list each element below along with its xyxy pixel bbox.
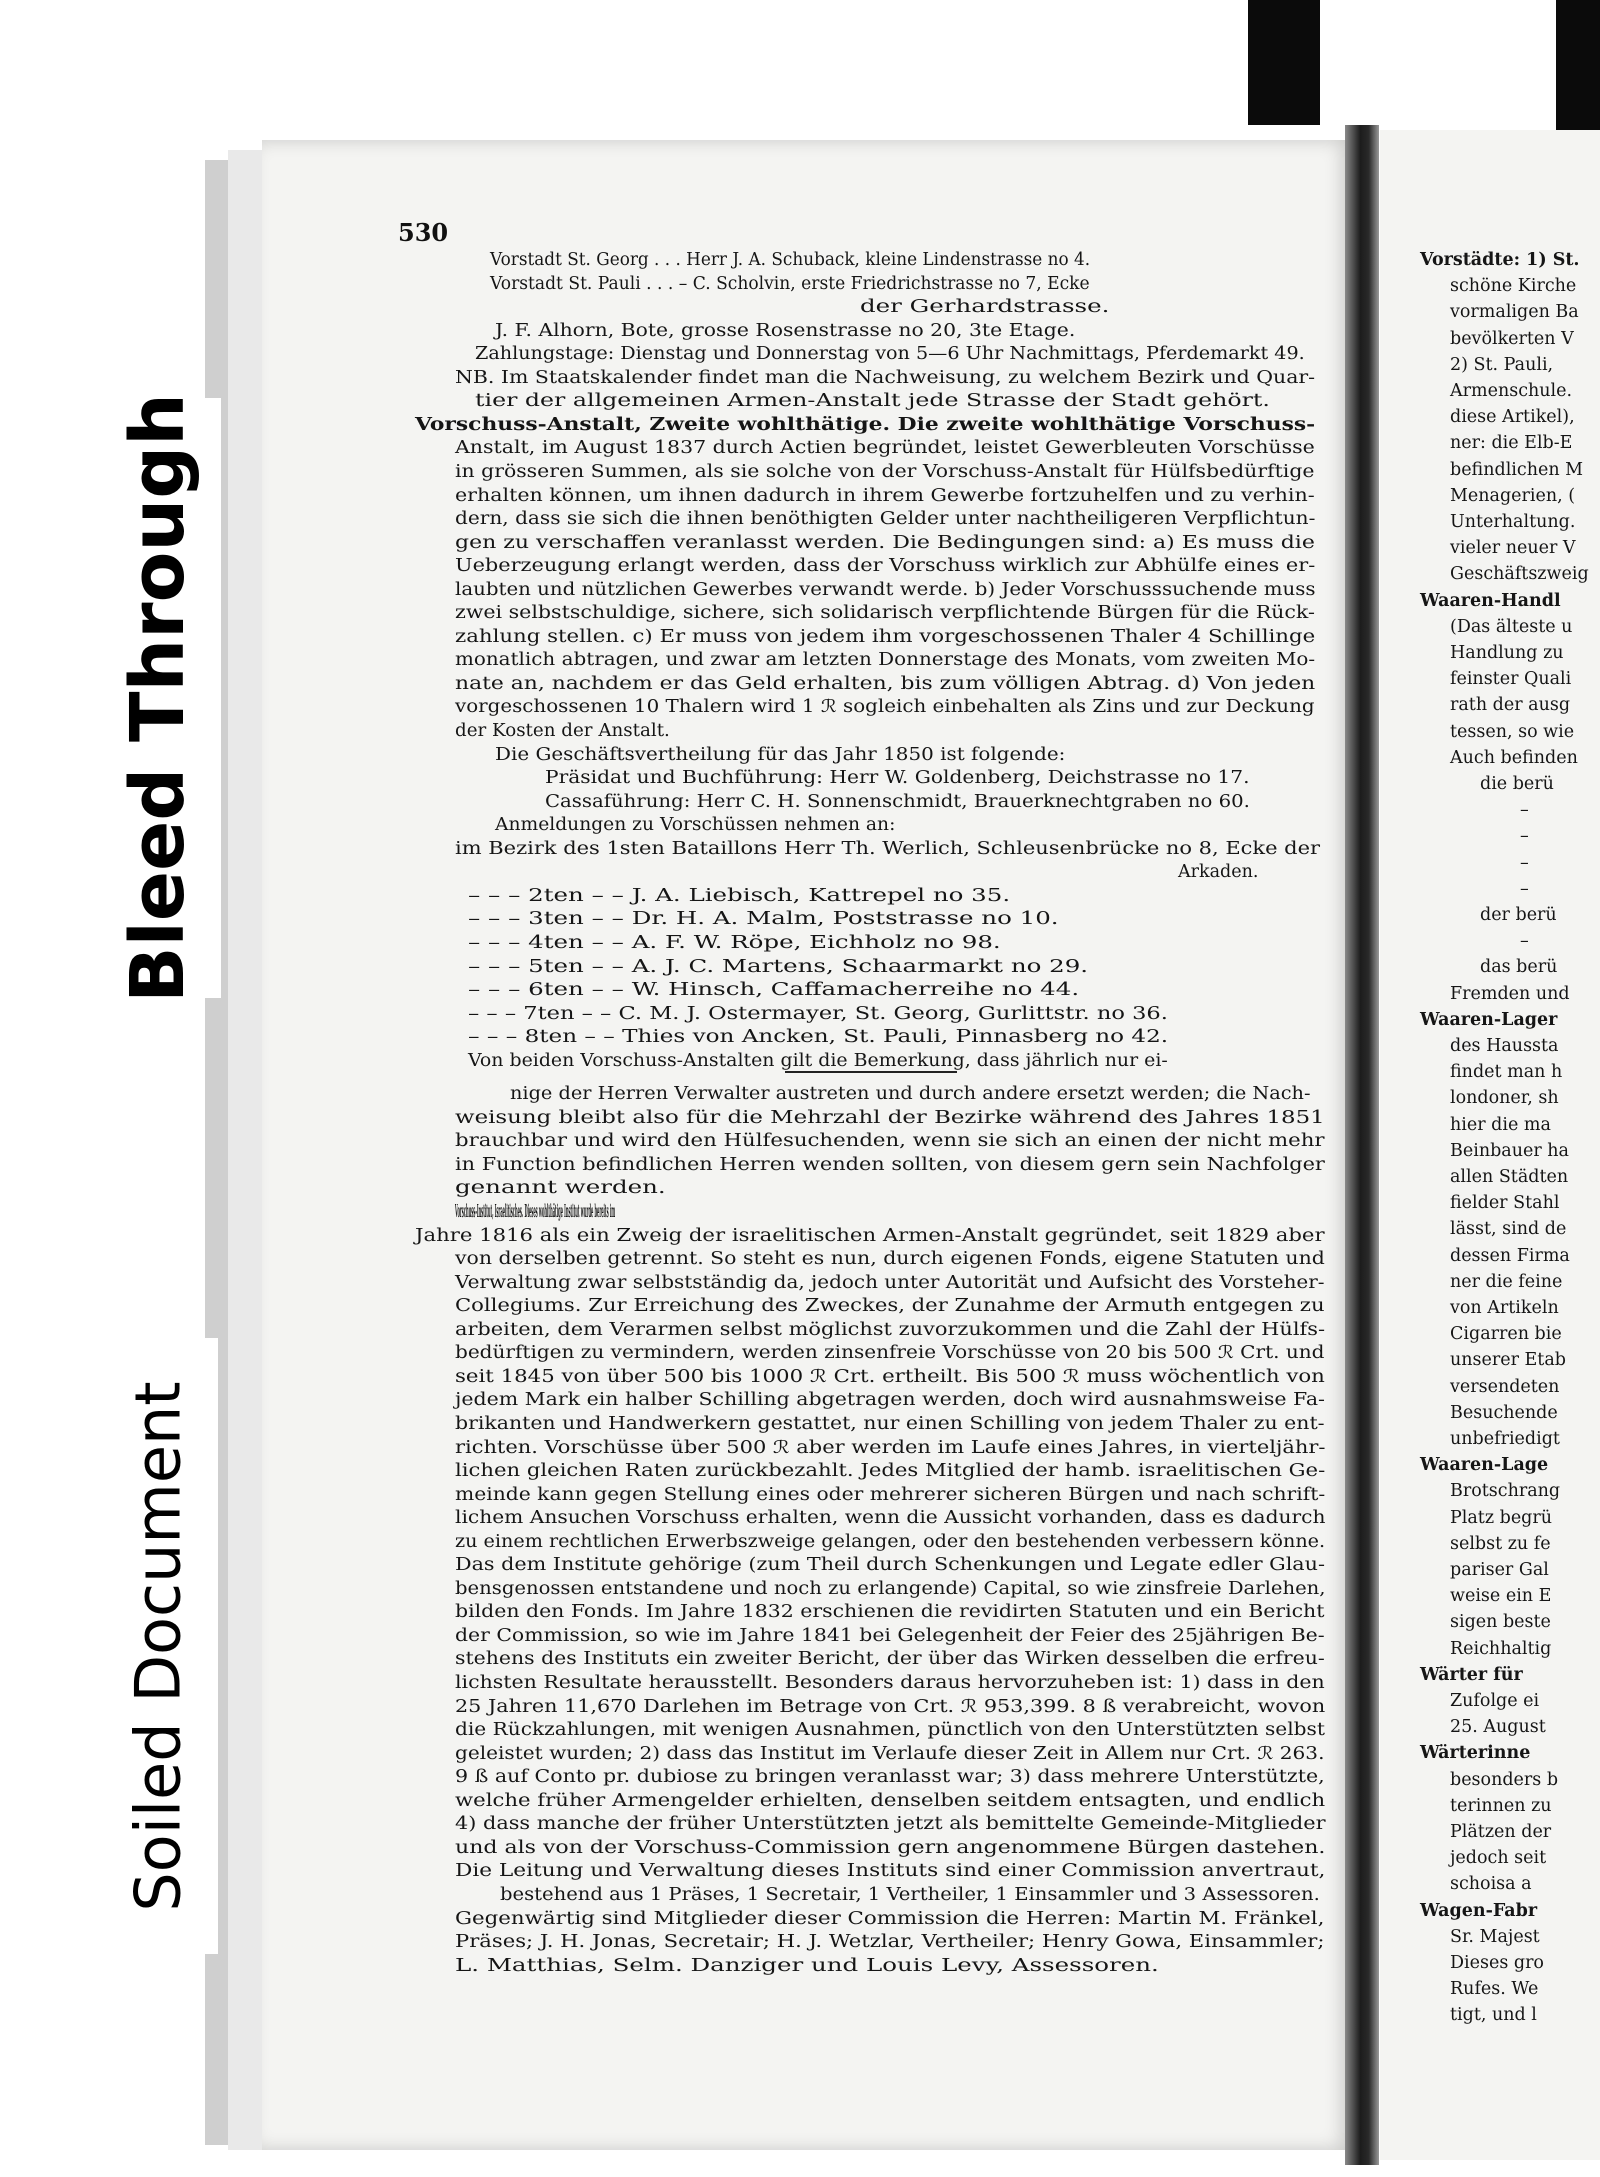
soiled-document-label — [98, 1338, 218, 1954]
text-line: weisung bleibt also für die Mehrzahl der Bezirke während des Jahres 1851 — [455, 1107, 1325, 1128]
right-page-line: diese Artikel), — [1450, 407, 1575, 428]
text-line: – – – 2ten – – J. A. Liebisch, Kattrepel no 35. — [468, 885, 1011, 906]
text-line: bedürftigen zu vermindern, werden zinsenfreie Vorschüsse von 20 bis 500 ℛ Crt. und — [455, 1343, 1325, 1364]
right-page-line: – — [1520, 931, 1529, 952]
text-line: vorgeschossenen 10 Thalern wird 1 ℛ sogleich einbehalten als Zins und zur Deckung — [455, 697, 1315, 718]
text-line: – – – 6ten – – W. Hinsch, Caffamacherreihe no 44. — [468, 980, 1080, 1001]
right-page-line: die berü — [1480, 774, 1554, 794]
text-line: 4) dass manche der früher Unterstützten jetzt als bemittelte Gemeinde-Mitglieder — [455, 1814, 1326, 1835]
text-line: und als von der Vorschuss-Commission gern angenommene Bürgen dastehen. — [455, 1837, 1326, 1858]
text-line: Präses; J. H. Jonas, Secretair; H. J. Wetzlar, Vertheiler; Henry Gowa, Einsammler; — [455, 1932, 1325, 1953]
right-page-line: jedoch seit — [1450, 1848, 1547, 1869]
right-page-line: Platz begrü — [1450, 1507, 1553, 1528]
right-page-line: findet man h — [1450, 1062, 1563, 1083]
text-line: jedem Mark ein halber Schilling abgetragen werden, doch wird ausnahmsweise Fa- — [455, 1390, 1325, 1411]
text-line: Anstalt, im August 1837 durch Actien begründet, leistet Gewerbleuten Vorschüsse — [455, 438, 1315, 459]
right-page-line: hier die ma — [1450, 1114, 1551, 1135]
text-line: von derselben getrennt. So steht es nun, durch eigenen Fonds, eigene Statuten und — [455, 1249, 1325, 1270]
right-page — [1380, 130, 1600, 2160]
right-page-line: der berü — [1480, 905, 1557, 925]
text-line: meinde kann gegen Stellung eines oder mehrerer sicheren Bürgen und nach schrift- — [455, 1484, 1326, 1505]
right-page-line: Wärter für — [1420, 1664, 1523, 1685]
right-page-line: selbst zu fe — [1450, 1533, 1551, 1554]
text-line: Von beiden Vorschuss-Anstalten gilt die Bemerkung, dass jährlich nur ei- — [468, 1050, 1168, 1071]
right-page-line: – — [1520, 852, 1529, 873]
text-line: dern, dass sie sich die ihnen benöthigten Gelder unter nachtheiligeren Verpflichtun- — [455, 509, 1316, 530]
right-page-line: Wärterinne — [1420, 1743, 1531, 1764]
right-page-line: Waaren-Lager — [1420, 1009, 1558, 1030]
text-line: in grösseren Summen, als sie solche von der Vorschuss-Anstalt für Hülfsbedürftige — [455, 461, 1315, 482]
text-line: Vorstadt St. Georg . . . Herr J. A. Schuback, kleine Lindenstrasse no 4. — [490, 250, 1091, 270]
text-line: lichem Ansuchen Vorschuss erhalten, wenn die Aussicht vorhanden, dass es dadurch — [455, 1508, 1326, 1529]
right-page-line: Menagerien, ( — [1450, 485, 1576, 506]
text-line: der Commission, so wie im Jahre 1841 bei Gelegenheit der Feier des 25jährigen Be- — [455, 1625, 1325, 1646]
text-line: im Bezirk des 1sten Bataillons Herr Th. Werlich, Schleusenbrücke no 8, Ecke der — [455, 838, 1321, 859]
right-page-line: – — [1520, 878, 1529, 899]
text-line: bilden den Fonds. Im Jahre 1832 erschienen die revidirten Statuten und ein Bericht — [455, 1602, 1325, 1623]
right-page-line: Armenschule. — [1450, 381, 1573, 401]
right-page-line: Plätzen der — [1450, 1822, 1552, 1842]
right-page-line: feinster Quali — [1450, 669, 1572, 690]
right-page-line: (Das älteste u — [1450, 616, 1573, 637]
text-line: L. Matthias, Selm. Danziger und Louis Levy, Assessoren. — [455, 1955, 1159, 1976]
right-page-line: schöne Kirche — [1450, 276, 1577, 297]
text-line: Die Leitung und Verwaltung dieses Instituts sind einer Commission anvertraut, — [455, 1861, 1326, 1882]
text-line: 25 Jahren 11,670 Darlehen im Betrage von Crt. ℛ 953,399. 8 ß verabreicht, wovon — [455, 1696, 1326, 1717]
text-line: der Kosten der Anstalt. — [455, 721, 670, 741]
text-line: lichsten Resultate herausstellt. Besonders daraus hervorzuheben ist: 1) dass in den — [455, 1673, 1325, 1693]
text-line: nate an, nachdem er das Geld erhalten, bis zum völligen Abtrag. d) Von jeden — [455, 673, 1316, 694]
text-line: 9 ß auf Conto pr. dubiose zu bringen veranlasst war; 3) dass mehrere Unterstützte, — [455, 1767, 1325, 1788]
text-line: zahlung stellen. c) Er muss von jedem ihm vorgeschossenen Thaler 4 Schillinge — [455, 626, 1316, 647]
text-line: Ueberzeugung erlangt werden, dass der Vorschuss wirklich zur Abhülfe eines er- — [455, 556, 1316, 577]
text-line: – – – 5ten – – A. J. C. Martens, Schaarmarkt no 29. — [468, 956, 1089, 977]
right-page-line: Rufes. We — [1450, 1979, 1539, 2000]
right-page-line: Waaren-Lage — [1420, 1455, 1549, 1476]
right-page-line: dessen Firma — [1450, 1245, 1570, 1266]
text-line: Arkaden. — [1178, 862, 1259, 883]
text-line: seit 1845 von über 500 bis 1000 ℛ Crt. ertheilt. Bis 500 ℛ muss wöchentlich von — [455, 1366, 1325, 1387]
book-gutter — [1345, 125, 1379, 2165]
text-line: NB. Im Staatskalender findet man die Nachweisung, zu welchem Bezirk und Quar- — [455, 367, 1316, 388]
right-page-line: londoner, sh — [1450, 1088, 1559, 1109]
text-line: gen zu verschaffen veranlasst werden. Die Bedingungen sind: a) Es muss die — [455, 532, 1315, 553]
text-line: tier der allgemeinen Armen-Anstalt jede Strasse der Stadt gehört. — [475, 391, 1270, 412]
right-page-line: unserer Etab — [1450, 1350, 1566, 1371]
right-page-line: bevölkerten V — [1450, 328, 1574, 349]
right-page-line: Sr. Majest — [1450, 1926, 1540, 1947]
text-line: der Gerhardstrasse. — [860, 297, 1110, 318]
text-line: stehens des Instituts ein zweiter Bericht, der über das Wirken desselben die erfreu- — [455, 1649, 1325, 1670]
right-page-line: Brotschrang — [1450, 1481, 1561, 1502]
text-line: brikanten und Handwerkern gestattet, nur einen Schilling von jedem Thaler zu ent- — [455, 1413, 1325, 1434]
text-line: genannt werden. — [455, 1178, 666, 1199]
text-line: Vorschuss-Anstalt, Zweite wohlthätige. Die zweite wohlthätige Vorschuss- — [415, 414, 1316, 435]
text-line: Verwaltung zwar selbstständig da, jedoch unter Autorität und Aufsicht des Vorsteher- — [455, 1272, 1325, 1293]
right-page-line: vormaligen Ba — [1450, 302, 1579, 323]
right-page-line: ner: die Elb-E — [1450, 433, 1573, 454]
text-line: monatlich abtragen, und zwar am letzten Donnerstage des Monats, vom zweiten Mo- — [455, 650, 1316, 671]
right-page-line: 2) St. Pauli, — [1450, 354, 1554, 375]
right-page-line: besonders b — [1450, 1769, 1559, 1790]
right-page-line: 25. August — [1450, 1717, 1546, 1738]
right-page-line: unbefriedigt — [1450, 1429, 1560, 1449]
text-line: Zahlungstage: Dienstag und Donnerstag von 5—6 Uhr Nachmittags, Pferdemarkt 49. — [475, 344, 1305, 365]
right-page-line: fielder Stahl — [1450, 1193, 1560, 1214]
text-line: Das dem Institute gehörige (zum Theil durch Schenkungen und Legate edler Glau- — [455, 1555, 1325, 1576]
text-line: – – – 8ten – – Thies von Ancken, St. Pauli, Pinnasberg no 42. — [468, 1027, 1169, 1048]
text-line: Anmeldungen zu Vorschüssen nehmen an: — [495, 815, 896, 836]
text-line: geleistet wurden; 2) dass das Institut im Verlaufe dieser Zeit in Allem nur Crt. ℛ 263. — [455, 1743, 1325, 1764]
right-page-line: vieler neuer V — [1450, 538, 1576, 559]
right-page-line: Waaren-Handl — [1420, 590, 1561, 611]
text-line: erhalten können, um ihnen dadurch in ihrem Gewerbe fortzuhelfen und zu verhin- — [455, 485, 1315, 506]
text-line: zu einem rechtlichen Erwerbszweige gelangen, oder den bestehenden verbessern könne. — [455, 1531, 1326, 1552]
text-line: Collegiums. Zur Erreichung des Zweckes, der Zunahme der Armuth entgegen zu — [455, 1296, 1325, 1317]
right-page-line: versendeten — [1450, 1376, 1560, 1397]
right-page-line: Vorstädte: 1) St. — [1420, 250, 1580, 270]
text-line: richten. Vorschüsse über 500 ℛ aber werden im Laufe eines Jahres, in vierteljähr- — [455, 1437, 1326, 1458]
text-line: brauchbar und wird den Hülfesuchenden, wenn sie sich an einen der nicht mehr — [455, 1131, 1325, 1152]
text-line: in Function befindlichen Herren wenden sollten, von diesem gern sein Nachfolger — [455, 1154, 1325, 1175]
text-line: bensgenossen entstandene und noch zu erlangende) Capital, so wie zinsfreie Darlehen, — [455, 1578, 1326, 1599]
bleed-through-label-text: Bleed Through — [115, 393, 201, 1003]
right-page-line: befindlichen M — [1450, 459, 1584, 480]
right-page-line: des Haussta — [1450, 1036, 1559, 1056]
text-line: zwei selbstschuldige, sichere, sich solidarisch verpflichtende Bürgen für die Rück- — [455, 603, 1315, 624]
text-line: Präsidat und Buchführung: Herr W. Goldenberg, Deichstrasse no 17. — [545, 768, 1250, 789]
text-line: Vorschuss-Institut, Israelitisches. Dieses wohlthätige Institut wurde bereits im — [455, 1202, 616, 1222]
right-page-line: Handlung zu — [1450, 643, 1564, 663]
page-number: 530 — [398, 218, 449, 247]
text-line: Jahre 1816 als ein Zweig der israelitischen Armen-Anstalt gegründet, seit 1829 aber — [415, 1225, 1325, 1246]
right-page-line: rath der ausg — [1450, 695, 1571, 716]
right-page-line: Fremden und — [1450, 983, 1570, 1004]
right-page-line: Reichhaltig — [1450, 1638, 1552, 1659]
right-page-line: Geschäftszweig — [1450, 564, 1589, 585]
right-page-line: – — [1520, 800, 1529, 821]
right-page-line: Cigarren bie — [1450, 1324, 1562, 1345]
text-line: bestehend aus 1 Präses, 1 Secretair, 1 Vertheiler, 1 Einsammler und 3 Assessoren. — [500, 1884, 1320, 1905]
right-page-line: weise ein E — [1450, 1586, 1552, 1607]
right-page-line: pariser Gal — [1450, 1560, 1549, 1580]
text-line: Gegenwärtig sind Mitglieder dieser Commission die Herren: Martin M. Fränkel, — [455, 1908, 1325, 1929]
right-page-line: allen Städten — [1450, 1167, 1569, 1187]
right-page-line: das berü — [1480, 957, 1558, 978]
right-page-line: schoisa a — [1450, 1874, 1532, 1895]
text-line: Die Geschäftsvertheilung für das Jahr 1850 ist folgende: — [495, 744, 1066, 765]
scan-edge-bar-right — [1556, 0, 1600, 130]
right-page-line: Zufolge ei — [1450, 1691, 1540, 1711]
right-page-line: sigen beste — [1450, 1612, 1551, 1633]
text-line: arbeiten, dem Verarmen selbst möglichst zuvorzukommen und die Zahl der Hülfs- — [455, 1319, 1326, 1340]
soiled-document-label-text: Soiled Document — [121, 1380, 195, 1912]
right-page-line: von Artikeln — [1450, 1298, 1559, 1318]
text-line: Cassaführung: Herr C. H. Sonnenschmidt, Brauerknechtgraben no 60. — [545, 791, 1250, 812]
page-stack-edge-inner — [228, 150, 264, 2150]
text-line: – – – 4ten – – A. F. W. Röpe, Eichholz no 98. — [468, 932, 1001, 953]
right-page-line: – — [1520, 826, 1529, 847]
right-page-line: lässt, sind de — [1450, 1219, 1567, 1240]
text-line: – – – 3ten – – Dr. H. A. Malm, Poststrasse no 10. — [468, 909, 1059, 930]
section-rule — [785, 1071, 957, 1073]
right-page-line: tessen, so wie — [1450, 721, 1575, 742]
text-line: J. F. Alhorn, Bote, grosse Rosenstrasse no 20, 3te Etage. — [495, 320, 1076, 341]
text-line: laubten und nützlichen Gewerbes verwandt werde. b) Jeder Vorschusssuchende muss — [455, 579, 1316, 600]
right-page-line: terinnen zu — [1450, 1795, 1552, 1816]
right-page-line: tigt, und l — [1450, 2005, 1537, 2026]
right-page-line: Unterhaltung. — [1450, 512, 1576, 532]
text-line: – – – 7ten – – C. M. J. Ostermayer, St. Georg, Gurlittstr. no 36. — [468, 1003, 1168, 1024]
right-page-line: Beinbauer ha — [1450, 1140, 1569, 1161]
bleed-through-label — [95, 393, 221, 1003]
right-page-line: Besuchende — [1450, 1402, 1558, 1423]
text-line: die Rückzahlungen, mit wenigen Ausnahmen, pünctlich von den Unterstützten selbst — [455, 1720, 1325, 1741]
right-page-line: ner die feine — [1450, 1271, 1563, 1292]
scan-edge-bar-top — [1248, 0, 1320, 125]
text-line: welche früher Armengelder erhielten, denselben seitdem entsagten, und endlich — [455, 1790, 1326, 1811]
right-page-line: Dieses gro — [1450, 1953, 1544, 1973]
text-line: lichen gleichen Raten zurückbezahlt. Jedes Mitglied der hamb. israelitischen Ge- — [455, 1461, 1326, 1482]
right-page-line: Wagen-Fabr — [1420, 1900, 1538, 1921]
text-line: Vorstadt St. Pauli . . . – C. Scholvin, erste Friedrichstrasse no 7, Ecke — [490, 273, 1090, 294]
right-page-line: Auch befinden — [1450, 747, 1578, 768]
text-line: nige der Herren Verwalter austreten und durch andere ersetzt werden; die Nach- — [510, 1084, 1311, 1105]
